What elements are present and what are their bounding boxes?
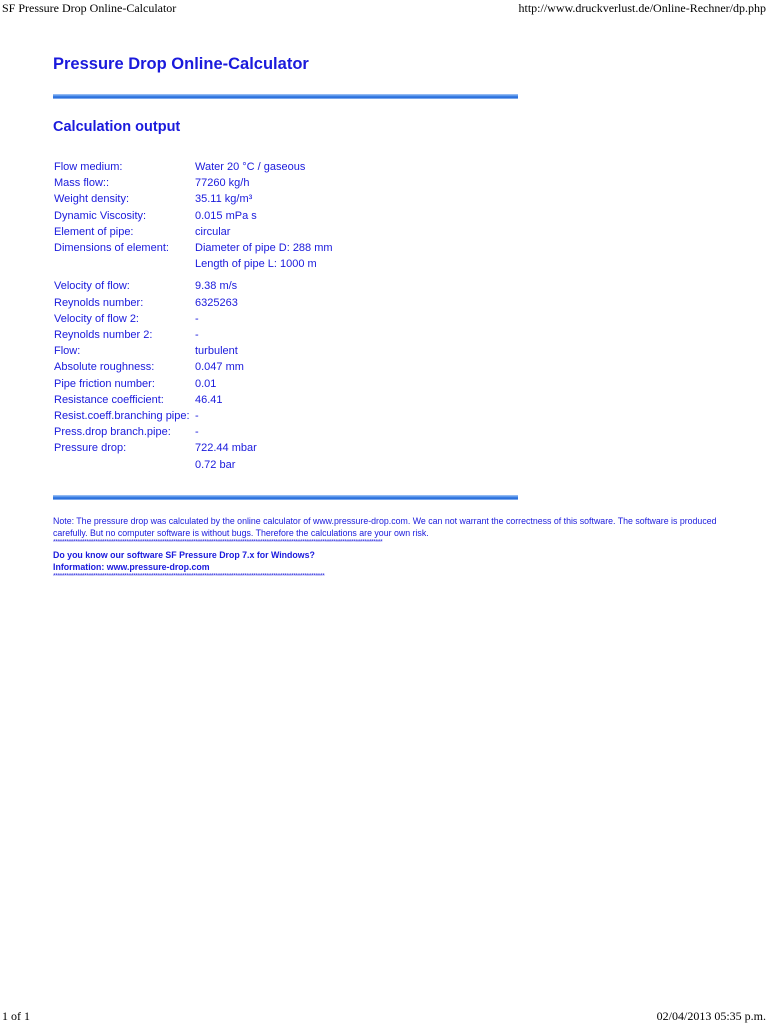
row-value: 6325263 [195,296,238,309]
stars-separator: ************************************************************************************************************************** [53,573,325,580]
row-value: 46.41 [195,393,223,406]
row-value: 9.38 m/s [195,280,238,293]
section-title: Calculation output [53,119,181,135]
table-row [54,408,333,424]
row-label: Absolute roughness: [54,361,155,374]
row-label [54,256,195,272]
table-row [54,311,333,327]
row-label: Dimensions of element: [54,242,169,255]
table-row [54,295,333,311]
row-value: turbulent [195,345,238,358]
row-label: Flow: [54,345,81,358]
row-value: Length of pipe L: 1000 m [195,258,317,271]
print-timestamp: 02/04/2013 05:35 p.m. [656,1009,766,1023]
table-row [54,159,333,175]
row-value: - [195,410,199,423]
row-value: - [195,426,199,439]
row-label: Pipe friction number: [54,377,155,390]
row-label: Reynolds number: [54,296,144,309]
row-label: Pressure drop: [54,442,127,455]
row-value: - [195,329,199,342]
table-row [54,240,333,256]
row-label: Velocity of flow: [54,280,130,293]
row-label: Press.drop branch.pipe: [54,426,171,439]
table-row [54,343,333,359]
notes-section [53,516,719,580]
table-row [54,392,333,408]
table-row [54,208,333,224]
table-row [54,359,333,375]
stars-separator: **************************************************************************************************************************************************** [53,539,383,546]
row-value: 0.015 mPa s [195,209,257,222]
table-row [54,175,333,191]
row-value: 0.72 bar [195,458,236,471]
page-title: Pressure Drop Online-Calculator [53,55,309,73]
table-row [54,376,333,392]
row-value: 0.047 mm [195,361,244,374]
row-label: Weight density: [54,193,130,206]
table-row [54,327,333,343]
row-value: 77260 kg/h [195,177,250,190]
row-label: Flow medium: [54,161,123,173]
row-label: Element of pipe: [54,225,134,238]
print-header-title: SF Pressure Drop Online-Calculator [2,1,177,15]
row-value: Diameter of pipe D: 288 mm [195,242,333,255]
table-row [54,191,333,207]
row-label: Dynamic Viscosity: [54,209,147,222]
row-label [54,457,195,473]
promo-question: Do you know our software SF Pressure Drop 7.x for Windows? [53,550,315,560]
row-label: Resistance coefficient: [54,393,164,406]
page-count: 1 of 1 [2,1009,30,1023]
row-value: circular [195,225,231,238]
print-header-url: http://www.druckverlust.de/Online-Rechner/dp.php [518,1,766,15]
row-label: Velocity of flow 2: [54,312,139,325]
top-divider [53,94,518,99]
print-header [0,0,768,16]
table-row [54,440,333,456]
row-value: - [195,312,199,325]
disclaimer-note: Note: The pressure drop was calculated by the online calculator of www.pressure-drop.com. We can not warrant the correctness of this software. The software is produced carefully. But no computer software is without bugs. Therefore the calculations are your own risk. [53,516,717,538]
output-table [54,159,333,473]
table-row [54,224,333,240]
table-row [54,457,333,473]
row-label: Resist.coeff.branching pipe: [54,410,190,423]
bottom-divider [53,495,518,500]
row-label: Reynolds number 2: [54,329,153,342]
row-value: 35.11 kg/m³ [195,193,253,206]
print-footer [0,1008,768,1024]
row-value: 0.01 [195,377,217,390]
table-row [54,256,333,272]
table-row [54,424,333,440]
table-row [54,278,333,294]
row-value: Water 20 °C / gaseous [195,161,306,173]
promo-info: Information: www.pressure-drop.com [53,561,210,572]
row-label: Mass flow:: [54,177,110,190]
row-value: 722.44 mbar [195,442,257,455]
